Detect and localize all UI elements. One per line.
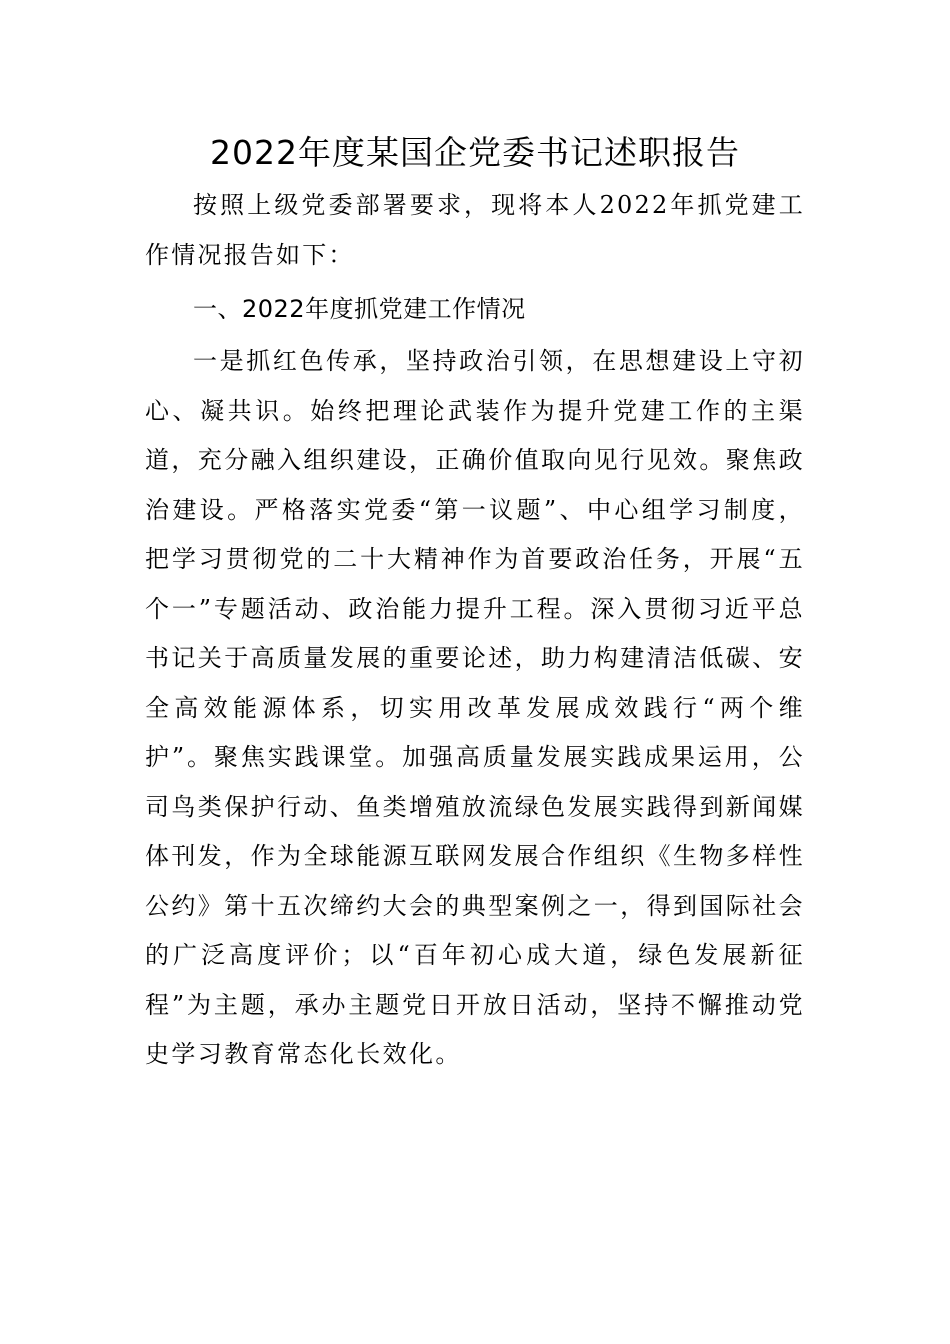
document-title: 2022年度某国企党委书记述职报告 — [210, 133, 740, 172]
body-paragraph: 一是抓红色传承，坚持政治引领，在思想建设上守初心、凝共识。始终把理论武装作为提升党建工作的主渠道，充分融入组织建设，正确价值取向见行见效。聚焦政治建设。严格落实党委“第一议题”、中心组学习制度，把学习贯彻党的二十大精神作为首要政治任务，开展“五个一”专题活动、政治能力提升工程。深入贯彻习近平总书记关于高质量发展的重要论述，助力构建清洁低碳、安全高效能源体系，切实用改革发展成效践行“两个维护”。聚焦实践课堂。加强高质量发展实践成果运用，公司鸟类保护行动、鱼类增殖放流绿色发展实践得到新闻媒体刊发，作为全球能源互联网发展合作组织《生物多样性公约》第十五次缔约大会的典型案例之一，得到国际社会的广泛高度评价；以“百年初心成大道，绿色发展新征程”为主题，承办主题党日开放日活动，坚持不懈推动党史学习教育常态化长效化。 — [145, 347, 805, 1068]
intro-paragraph: 按照上级党委部署要求，现将本人2022年抓党建工作情况报告如下： — [145, 191, 805, 269]
section-heading: 一、2022年度抓党建工作情况 — [193, 295, 526, 323]
document-content — [145, 128, 805, 1080]
